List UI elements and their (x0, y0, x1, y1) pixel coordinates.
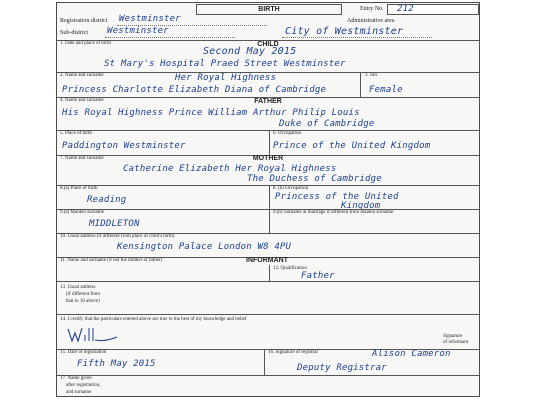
rule (57, 281, 479, 282)
field-12-label: 12. Qualification (273, 266, 307, 271)
field-6-label: 6. Occupation (273, 131, 302, 136)
informant-signature (65, 325, 125, 347)
field-13-label: 13. Usual address (60, 285, 96, 290)
field-17-label: 17. Name given (60, 376, 92, 381)
divider (264, 349, 265, 375)
field-2-line2: Princess Charlotte Elizabeth Diana of Cambridge (62, 85, 327, 95)
field-17-sub1: after registration, (66, 383, 101, 388)
field-17-sub2: and surname (66, 390, 92, 395)
field-9a-label: 9.(a) Maiden surname (60, 210, 105, 215)
field-9b-label: 9.(b) Surname at marriage if different from maiden surname (273, 210, 394, 215)
field-7-line2: The Duchess of Cambridge (247, 174, 382, 184)
field-3-value: Female (369, 85, 403, 95)
field-14-label: 14. I certify that the particulars entered above are true to the best of my knowledge and belief (60, 317, 247, 322)
divider (269, 130, 270, 155)
field-5-value: Paddington Westminster (62, 141, 186, 151)
form-title: BIRTH (258, 6, 280, 13)
field-8b-label: 8. (b) Occupation (273, 186, 309, 191)
field-6-value: Prince of the United Kingdom (273, 141, 431, 151)
field-8b-line1: Princess of the United (275, 192, 399, 202)
field-1-label: 1. Date and place of birth (60, 41, 111, 46)
signature-sub-label: of informant (443, 340, 469, 345)
divider (269, 185, 270, 209)
field-13-sub1: (if different from (66, 292, 101, 297)
field-7-line1: Catherine Elizabeth Her Royal Highness (123, 164, 337, 174)
admin-area-label: Administrative area (347, 18, 395, 24)
signature-label: Signature (443, 334, 463, 339)
divider (360, 72, 361, 97)
rule (57, 209, 479, 210)
divider (269, 265, 270, 281)
divider (269, 209, 270, 233)
reg-district-label: Registration district (60, 18, 108, 24)
field-10-value: Kensington Palace London W8 4PU (117, 242, 292, 252)
entry-no-value: 212 (397, 4, 414, 14)
sub-district-value: Westminster (107, 26, 169, 36)
field-1-date: Second May 2015 (203, 46, 297, 57)
field-4-label: 4. Name and surname (60, 98, 104, 103)
dotted-line (105, 37, 235, 38)
field-8a-label: 8.(a) Place of birth (60, 186, 98, 191)
field-15-label: 15. Date of registration (60, 350, 107, 355)
field-9a-value: MIDDLETON (89, 219, 140, 229)
dotted-line (282, 37, 432, 38)
field-11-label: 11. Name and surname (if not the mother or father) (60, 258, 163, 263)
field-1-place: St Mary's Hospital Praed Street Westminster (104, 59, 346, 69)
mother-header: MOTHER (252, 155, 284, 162)
field-7-label: 7. Name and surname (60, 156, 104, 161)
admin-area-value: City of Westminster (285, 26, 404, 37)
field-13-sub2: that in 10 above) (66, 299, 100, 304)
field-8a-value: Reading (87, 195, 127, 205)
rule (57, 375, 479, 376)
field-2-line1: Her Royal Highness (175, 73, 277, 83)
field-2-label: 2. Name and surname (60, 73, 104, 78)
field-16-label: 16. Signature of registrar (268, 350, 318, 355)
field-10-label: 10. Usual address (if different from place of child's birth) (60, 234, 175, 239)
informant-header: INFORMANT (246, 257, 288, 264)
field-4-line1: His Royal Highness Prince William Arthur Philip Louis (62, 108, 360, 118)
title-box (196, 4, 342, 15)
registrar-signature: Alison Cameron (372, 349, 451, 359)
sub-district-label: Sub-district (60, 30, 88, 36)
entry-no-label: Entry No. (360, 6, 384, 12)
reg-district-value: Westminster (119, 14, 181, 24)
field-8b-line2: Kingdom (341, 201, 381, 211)
field-16-title: Deputy Registrar (297, 363, 387, 373)
father-header: FATHER (254, 98, 282, 105)
field-4-line2: Duke of Cambridge (279, 119, 375, 129)
child-header: CHILD (257, 41, 279, 48)
field-12-value: Father (301, 271, 335, 281)
rule (57, 314, 479, 315)
field-15-value: Fifth May 2015 (77, 359, 156, 369)
birth-certificate (56, 2, 480, 397)
field-5-label: 5. Place of birth (60, 131, 92, 136)
rule (57, 130, 479, 131)
rule (57, 185, 479, 186)
field-3-label: 3. Sex (365, 73, 378, 78)
